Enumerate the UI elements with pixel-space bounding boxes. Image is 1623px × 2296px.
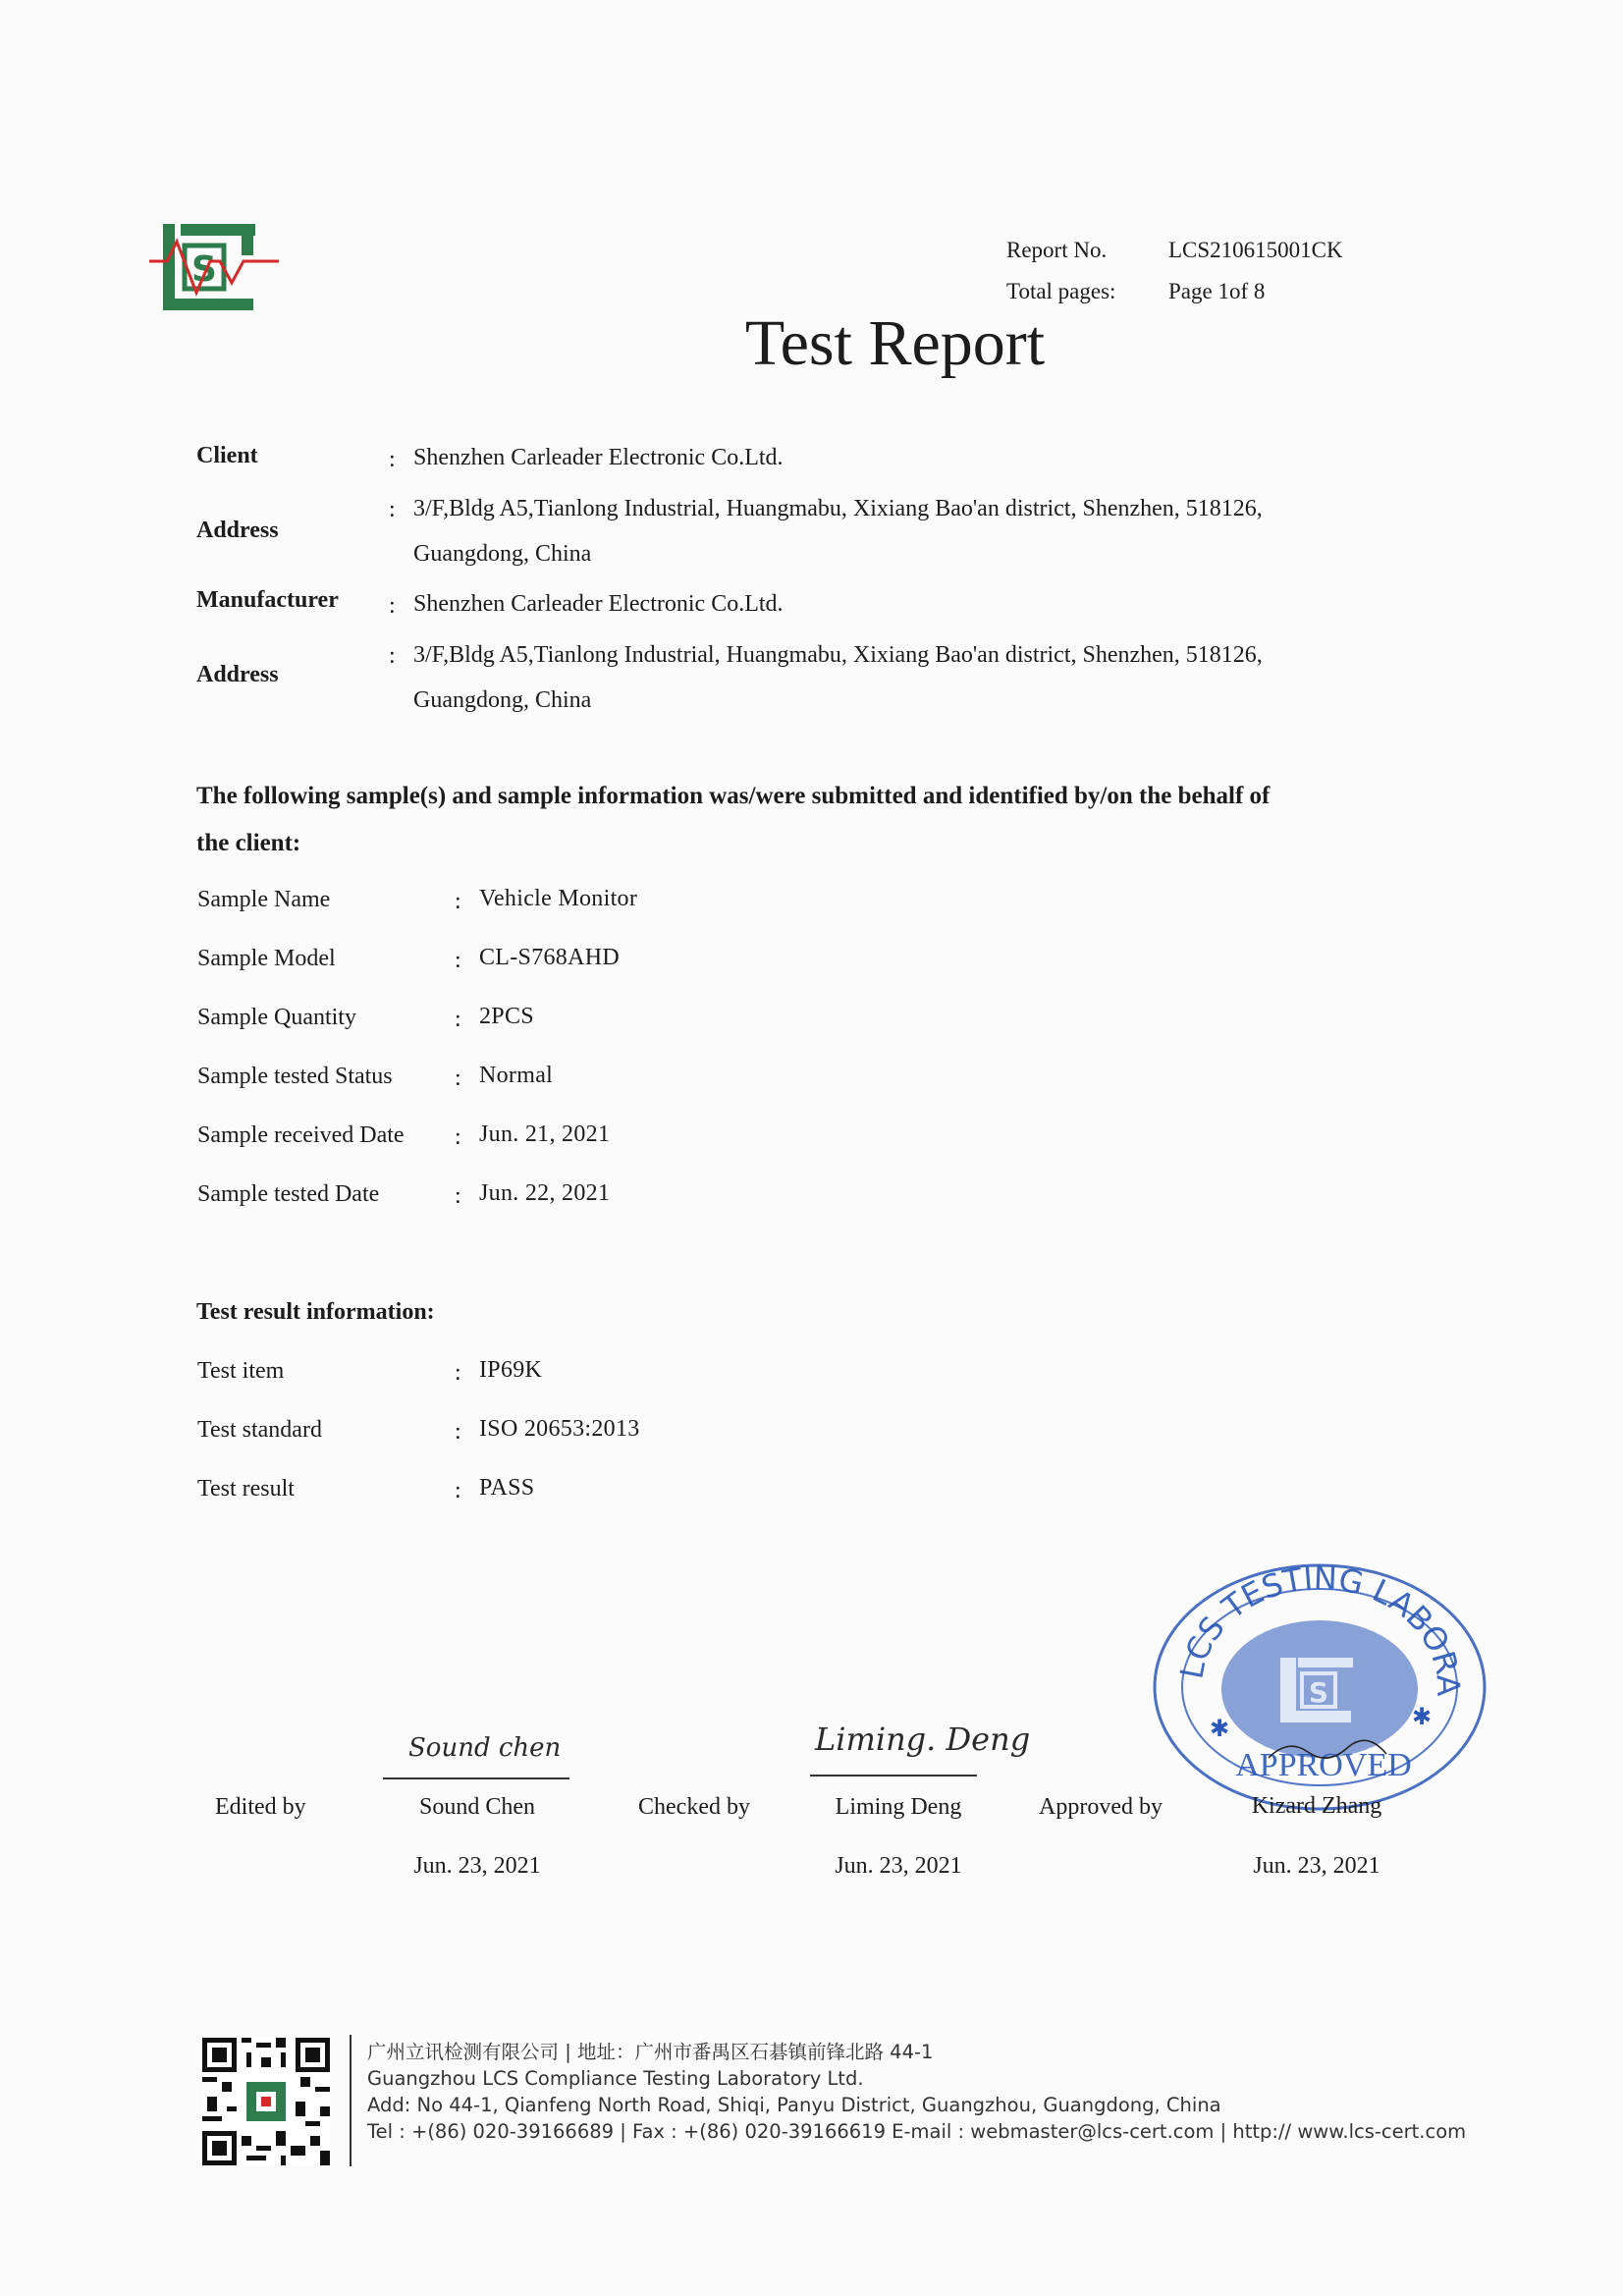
test-result-value: PASS [479, 1475, 535, 1501]
sample-name-value: Vehicle Monitor [479, 886, 638, 911]
footer-divider [350, 2035, 352, 2166]
approved-by-label: Approved by [1039, 1794, 1163, 1820]
sample-status-value: Normal [479, 1063, 554, 1088]
page-title: Test Report [744, 307, 1046, 379]
sample-tested-date-colon: : [455, 1183, 461, 1209]
checked-signature-line [810, 1775, 977, 1777]
client-address-label: Address [196, 518, 279, 543]
lcs-logo [145, 218, 283, 316]
sample-model-colon: : [455, 948, 461, 973]
manufacturer-value: Shenzhen Carleader Electronic Co.Ltd. [413, 591, 784, 617]
manufacturer-address-line1: 3/F,Bldg A5,Tianlong Industrial, Huangmabu, Xixiang Bao'an district, Shenzhen, 518126, [413, 642, 1263, 668]
test-standard-label: Test standard [197, 1417, 322, 1443]
manufacturer-label: Manufacturer [196, 587, 339, 613]
svg-text:✱: ✱ [1210, 1715, 1230, 1742]
client-value: Shenzhen Carleader Electronic Co.Ltd. [413, 445, 784, 470]
test-standard-value: ISO 20653:2013 [479, 1416, 640, 1442]
edited-by-name: Sound Chen [418, 1794, 535, 1820]
test-result-colon: : [455, 1478, 461, 1503]
sample-intro [196, 773, 1414, 867]
client-address-line2: Guangdong, China [413, 541, 592, 567]
report-no-label: Report No. [1006, 238, 1108, 262]
checked-date: Jun. 23, 2021 [835, 1853, 962, 1879]
checked-signature: Liming. Deng [815, 1721, 1031, 1758]
sample-name-label: Sample Name [197, 887, 331, 912]
client-address-colon: : [389, 497, 396, 522]
total-pages-label: Total pages: [1006, 279, 1116, 303]
sample-quantity-colon: : [455, 1007, 461, 1032]
checked-by-label: Checked by [638, 1794, 750, 1820]
sample-status-colon: : [455, 1066, 461, 1091]
edited-signature-line [383, 1777, 569, 1779]
sample-intro-line1: The following sample(s) and sample information was/were submitted and identified by/on the behalf of [196, 783, 1271, 809]
sample-received-date-colon: : [455, 1124, 461, 1150]
client-address-line1: 3/F,Bldg A5,Tianlong Industrial, Huangmabu, Xixiang Bao'an district, Shenzhen, 518126, [413, 496, 1263, 521]
test-item-colon: : [455, 1360, 461, 1386]
sample-received-date-value: Jun. 21, 2021 [479, 1121, 611, 1147]
test-result-label: Test result [197, 1476, 295, 1502]
manufacturer-address-colon: : [389, 643, 396, 669]
stamp-center-text: APPROVED [1235, 1747, 1412, 1783]
footer-line-address: Add: No 44-1, Qianfeng North Road, Shiqi, Panyu District, Guangzhou, Guangdong, China [367, 2094, 1221, 2116]
test-standard-colon: : [455, 1419, 461, 1445]
report-meta [1006, 230, 1343, 312]
footer-line-contact: Tel : +(86) 020-39166689 | Fax : +(86) 020-39166619 E-mail : webmaster@lcs-cert.com | http:// www.lcs-cert.com [367, 2120, 1467, 2143]
approval-stamp [1151, 1561, 1489, 1812]
svg-text:✱: ✱ [1412, 1703, 1433, 1730]
svg-text:S: S [1308, 1676, 1329, 1709]
checked-by-name: Liming Deng [835, 1794, 962, 1820]
footer-contact [367, 2039, 1466, 2145]
qr-code [202, 2038, 330, 2165]
sample-model-label: Sample Model [197, 946, 336, 971]
sample-status-label: Sample tested Status [197, 1064, 393, 1089]
sample-name-colon: : [455, 889, 461, 914]
edited-signature: Sound chen [408, 1733, 562, 1763]
manufacturer-address-line2: Guangdong, China [413, 687, 592, 713]
sample-tested-date-label: Sample tested Date [197, 1181, 380, 1207]
approved-date: Jun. 23, 2021 [1253, 1853, 1380, 1879]
test-item-label: Test item [197, 1358, 285, 1384]
total-pages-value: Page 1of 8 [1168, 279, 1266, 303]
sample-quantity-label: Sample Quantity [197, 1005, 356, 1030]
report-no-value: LCS210615001CK [1168, 238, 1343, 262]
edited-by-label: Edited by [215, 1794, 306, 1820]
test-item-value: IP69K [479, 1357, 543, 1383]
sample-received-date-label: Sample received Date [197, 1122, 405, 1148]
footer-line-company: Guangzhou LCS Compliance Testing Laboratory Ltd. [367, 2067, 864, 2090]
manufacturer-address-label: Address [196, 662, 279, 687]
footer-line-chinese: 广州立讯检测有限公司 | 地址：广州市番禺区石碁镇前锋北路 44-1 [367, 2041, 934, 2063]
sample-intro-line2: the client: [196, 830, 301, 856]
sample-model-value: CL-S768AHD [479, 945, 621, 970]
stamp-ring-text: LCS TESTING LABORA [1172, 1561, 1468, 1695]
manufacturer-colon: : [389, 593, 396, 619]
client-label: Client [196, 443, 258, 468]
edited-date: Jun. 23, 2021 [413, 1853, 541, 1879]
sample-quantity-value: 2PCS [479, 1004, 534, 1029]
approved-by-name: Kizard Zhang [1251, 1793, 1382, 1819]
sample-tested-date-value: Jun. 22, 2021 [479, 1180, 611, 1206]
svg-text:S: S [191, 249, 217, 290]
test-result-heading: Test result information: [196, 1299, 435, 1325]
client-colon: : [389, 447, 396, 472]
